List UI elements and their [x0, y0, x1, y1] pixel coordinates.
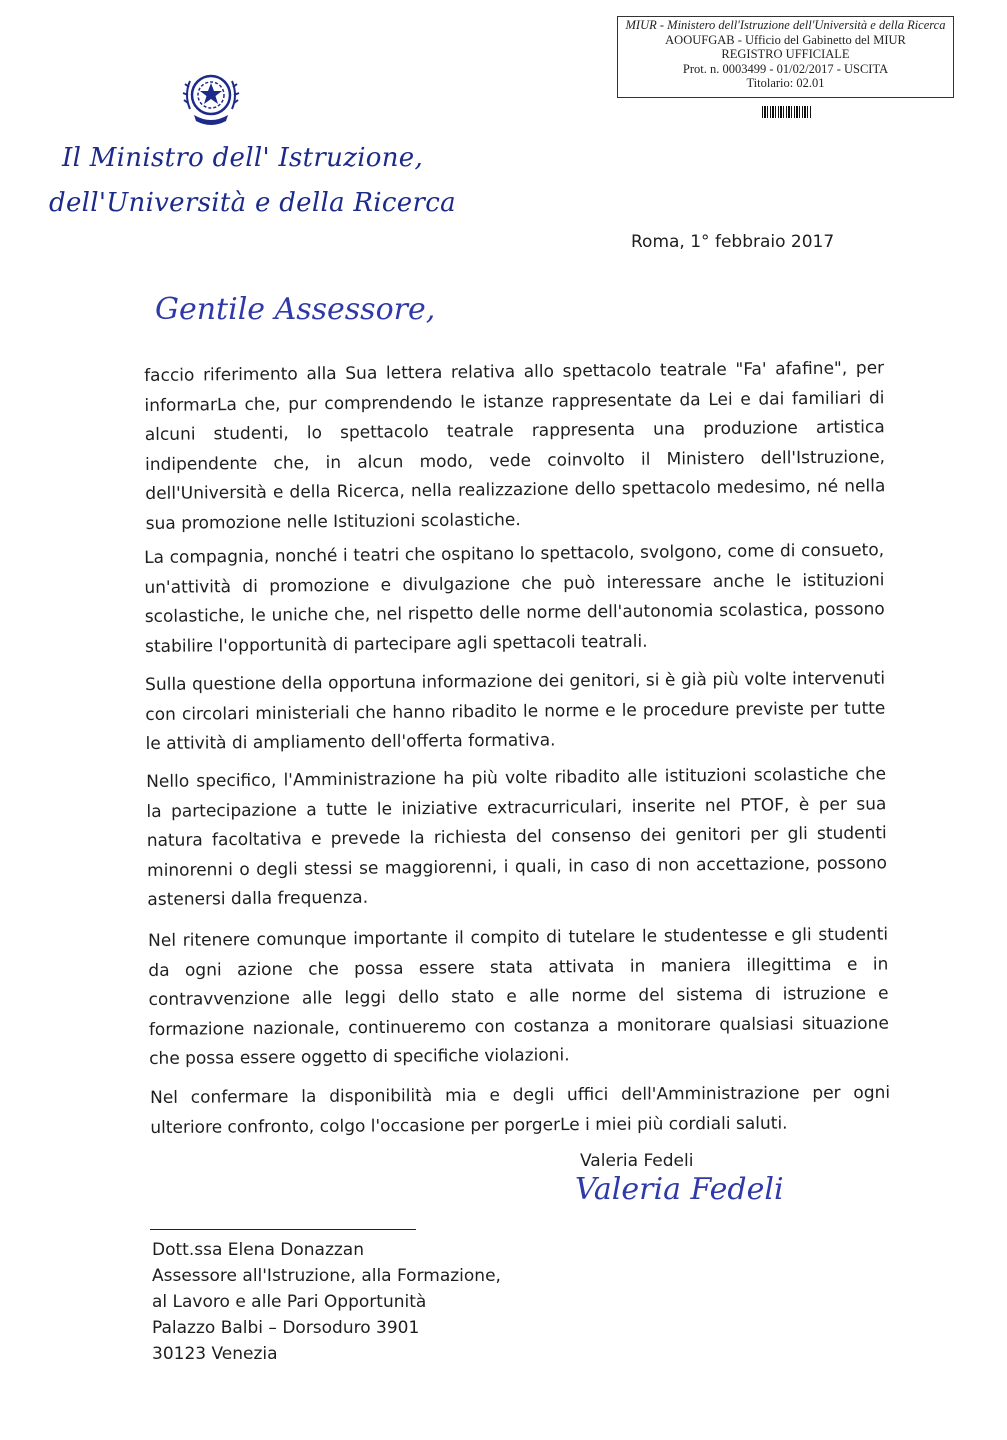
signer-name: Valeria Fedeli: [580, 1151, 694, 1171]
handwritten-signature: Valeria Fedeli: [575, 1172, 784, 1207]
addressee-role-cont: al Lavoro e alle Pari Opportunità: [152, 1292, 427, 1312]
addressee-block: [152, 1237, 501, 1367]
barcode: [762, 106, 812, 118]
handwritten-greeting: Gentile Assessore,: [155, 292, 436, 327]
body-paragraph: Nel ritenere comunque importante il compito di tutelare le studentesse e gli studenti da ogni azione che possa essere stata attivata in maniera illegittima e in contravvenzione alle leggi dello stato e alle norme del sistema di istruzione e formazione nazionale, continueremo con costanza a monitorare qualsiasi situazione che possa essere oggetto di specifiche violazioni.: [148, 924, 889, 1069]
stamp-register: REGISTRO UFFICIALE: [721, 47, 850, 62]
stamp-office: AOOUFGAB - Ufficio del Gabinetto del MIUR: [665, 32, 906, 47]
republic-emblem-icon: [182, 65, 240, 131]
body-paragraph: La compagnia, nonché i teatri che ospitano lo spettacolo, svolgono, come di consueto, un'attività di promozione e divulgazione che può interessare anche le istituzioni scolastiche, le uniche che, nel rispetto delle norme dell'autonomia scolastica, possono stabilire l'opportunità di partecipare agli spettacoli teatrali.: [144, 540, 885, 657]
letterhead-ministry: dell'Università e della Ricerca: [49, 188, 456, 218]
stamp-protocol-number: Prot. n. 0003499 - 01/02/2017 - USCITA: [682, 61, 889, 76]
addressee-name: Dott.ssa Elena Donazzan: [152, 1240, 365, 1260]
addressee-street: Palazzo Balbi – Dorsoduro 3901: [152, 1318, 420, 1338]
body-paragraph: Nel confermare la disponibilità mia e degli uffici dell'Amministrazione per ogni ulteriore confronto, colgo l'occasione per porgerLe i miei più cordiali saluti.: [150, 1082, 891, 1138]
addressee-city: 30123 Venezia: [152, 1344, 278, 1364]
letter-date: Roma, 1° febbraio 2017: [631, 232, 835, 252]
protocol-stamp: [617, 16, 954, 98]
body-paragraph: Nello specifico, l'Amministrazione ha più volte ribadito alle istituzioni scolastiche che la partecipazione a tutte le iniziative extracurriculari, inserite nel PTOF, è per sua natura facoltativa e prevede la richiesta del consenso dei genitori per gli studenti minorenni o degli stessi se maggiorenni, i quali, in caso di non accettazione, possono astenersi dalla frequenza.: [146, 764, 888, 910]
stamp-classification: Titolario: 02.01: [746, 76, 825, 91]
divider-line: [150, 1229, 416, 1230]
addressee-role: Assessore all'Istruzione, alla Formazione,: [152, 1266, 501, 1286]
letterhead-minister: Il Ministro dell' Istruzione,: [62, 143, 424, 173]
stamp-ministry: MIUR - Ministero dell'Istruzione dell'Università e della Ricerca: [625, 18, 946, 32]
body-paragraph: Sulla questione della opportuna informazione dei genitori, si è già più volte intervenuti con circolari ministeriali che hanno ribadito le norme e le procedure previste per tutte le attività di ampliamento dell'offerta formativa.: [145, 668, 886, 754]
body-paragraph: faccio riferimento alla Sua lettera relativa allo spettacolo teatrale "Fa' afafine", per informarLa che, pur comprendendo le istanze rappresentate da Lei e dai familiari di alcuni studenti, lo spettacolo teatrale rappresenta una produzione artistica indipendente che, in alcun modo, vede coinvolto il Ministero dell'Istruzione, dell'Università e della Ricerca, nella realizzazione dello spettacolo medesimo, né nella sua promozione nelle Istituzioni scolastiche.: [144, 358, 886, 534]
